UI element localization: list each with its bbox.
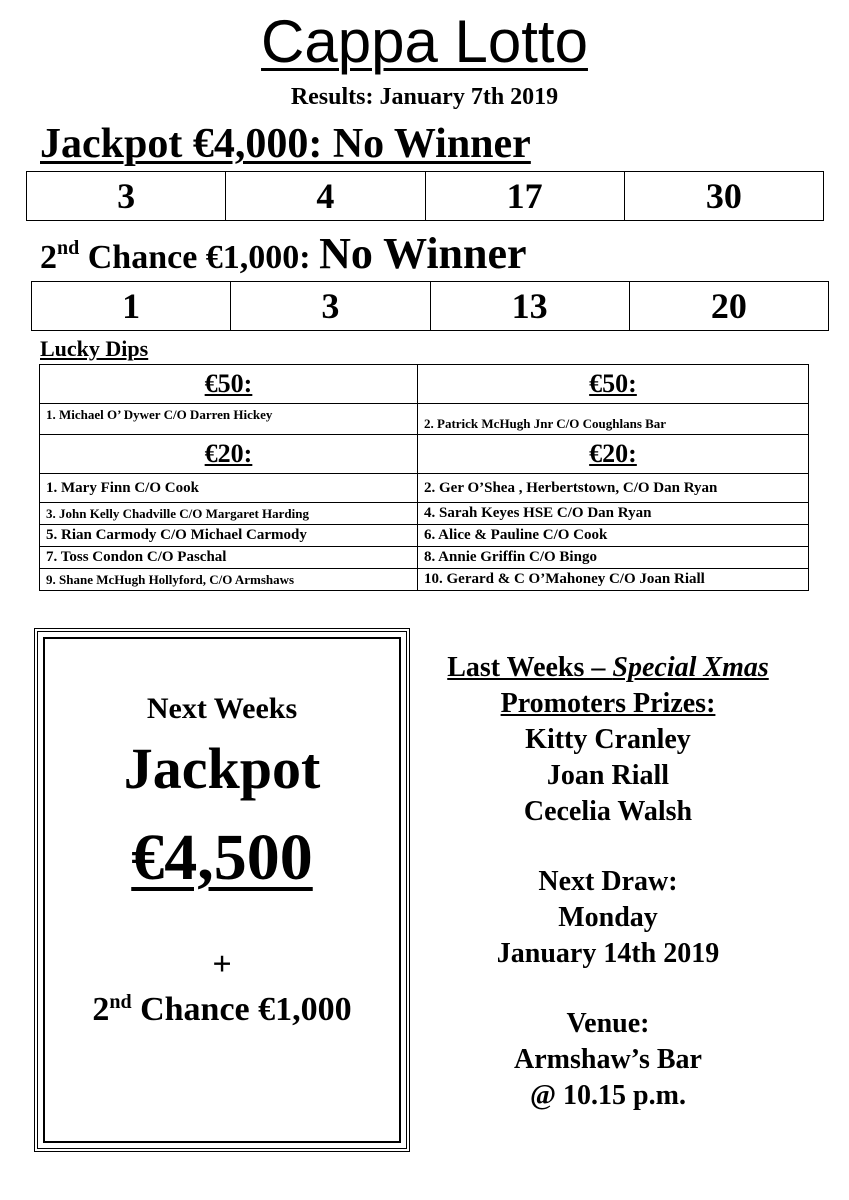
next-draw-day: Monday (558, 902, 658, 933)
second-chance-number: 1 (122, 286, 141, 326)
next-draw-label: Next Draw: (538, 866, 678, 897)
lucky-dip-winner: 2. Patrick McHugh Jnr C/O Coughlans Bar (418, 404, 809, 435)
next-weeks-label: Next Weeks (146, 692, 298, 725)
next-week-jackpot-box (34, 628, 410, 1152)
info-column (418, 650, 798, 1114)
next-draw-date: January 14th 2019 (496, 938, 720, 969)
lucky-dip-winner: 3. John Kelly Chadville C/O Margaret Harding (40, 503, 418, 525)
lucky-dip-winner: 1. Michael O’ Dywer C/O Darren Hickey (40, 404, 418, 435)
lucky-dip-winner: 4. Sarah Keyes HSE C/O Dan Ryan (418, 503, 809, 525)
jackpot-number: 17 (425, 172, 624, 220)
lucky-dip-winner: 1. Mary Finn C/O Cook (40, 474, 418, 503)
jackpot-numbers (26, 171, 824, 221)
plus-sign: + (212, 946, 232, 983)
second-chance-heading: 2nd Chance €1,000: No Winner (40, 229, 527, 278)
lucky-dip-winner: 6. Alice & Pauline C/O Cook (418, 525, 809, 547)
last-weeks-title: Last Weeks – Special Xmas (447, 652, 769, 683)
lucky-dip-winner: 7. Toss Condon C/O Paschal (40, 547, 418, 569)
jackpot-number: 30 (624, 172, 823, 220)
promoter-winner: Joan Riall (546, 760, 670, 791)
tier-50-heading-left: €50: (40, 365, 418, 404)
jackpot-number: 4 (225, 172, 424, 220)
venue-place: Armshaw’s Bar (514, 1044, 702, 1075)
lucky-dip-winner: 10. Gerard & C O’Mahoney C/O Joan Riall (418, 569, 809, 591)
tier-20-heading-right: €20: (418, 435, 809, 474)
second-chance-number: 3 (230, 282, 429, 330)
page-title: Cappa Lotto (261, 8, 588, 75)
next-jackpot-amount: €4,500 (131, 821, 313, 894)
lucky-dips-table (39, 364, 809, 591)
results-date: Results: January 7th 2019 (290, 84, 559, 110)
next-second-chance: 2nd Chance €1,000 (92, 991, 352, 1028)
jackpot-heading: Jackpot €4,000: No Winner (40, 121, 531, 167)
jackpot-number: 3 (117, 176, 136, 216)
lucky-dips-label: Lucky Dips (40, 336, 149, 361)
lucky-dip-winner: 8. Annie Griffin C/O Bingo (418, 547, 809, 569)
next-jackpot-label: Jackpot (123, 736, 321, 801)
venue-label: Venue: (566, 1008, 650, 1039)
tier-50-heading-right: €50: (418, 365, 809, 404)
second-chance-numbers (31, 281, 829, 331)
second-chance-number: 20 (629, 282, 828, 330)
tier-20-heading-left: €20: (40, 435, 418, 474)
lucky-dip-winner: 9. Shane McHugh Hollyford, C/O Armshaws (40, 569, 418, 591)
promoter-winner: Kitty Cranley (525, 724, 691, 755)
second-chance-number: 13 (430, 282, 629, 330)
lucky-dip-winner: 5. Rian Carmody C/O Michael Carmody (40, 525, 418, 547)
venue-time: @ 10.15 p.m. (530, 1080, 686, 1111)
promoters-prizes-title: Promoters Prizes: (500, 688, 716, 719)
promoter-winner: Cecelia Walsh (523, 796, 693, 827)
lucky-dip-winner: 2. Ger O’Shea , Herbertstown, C/O Dan Ryan (418, 474, 809, 503)
